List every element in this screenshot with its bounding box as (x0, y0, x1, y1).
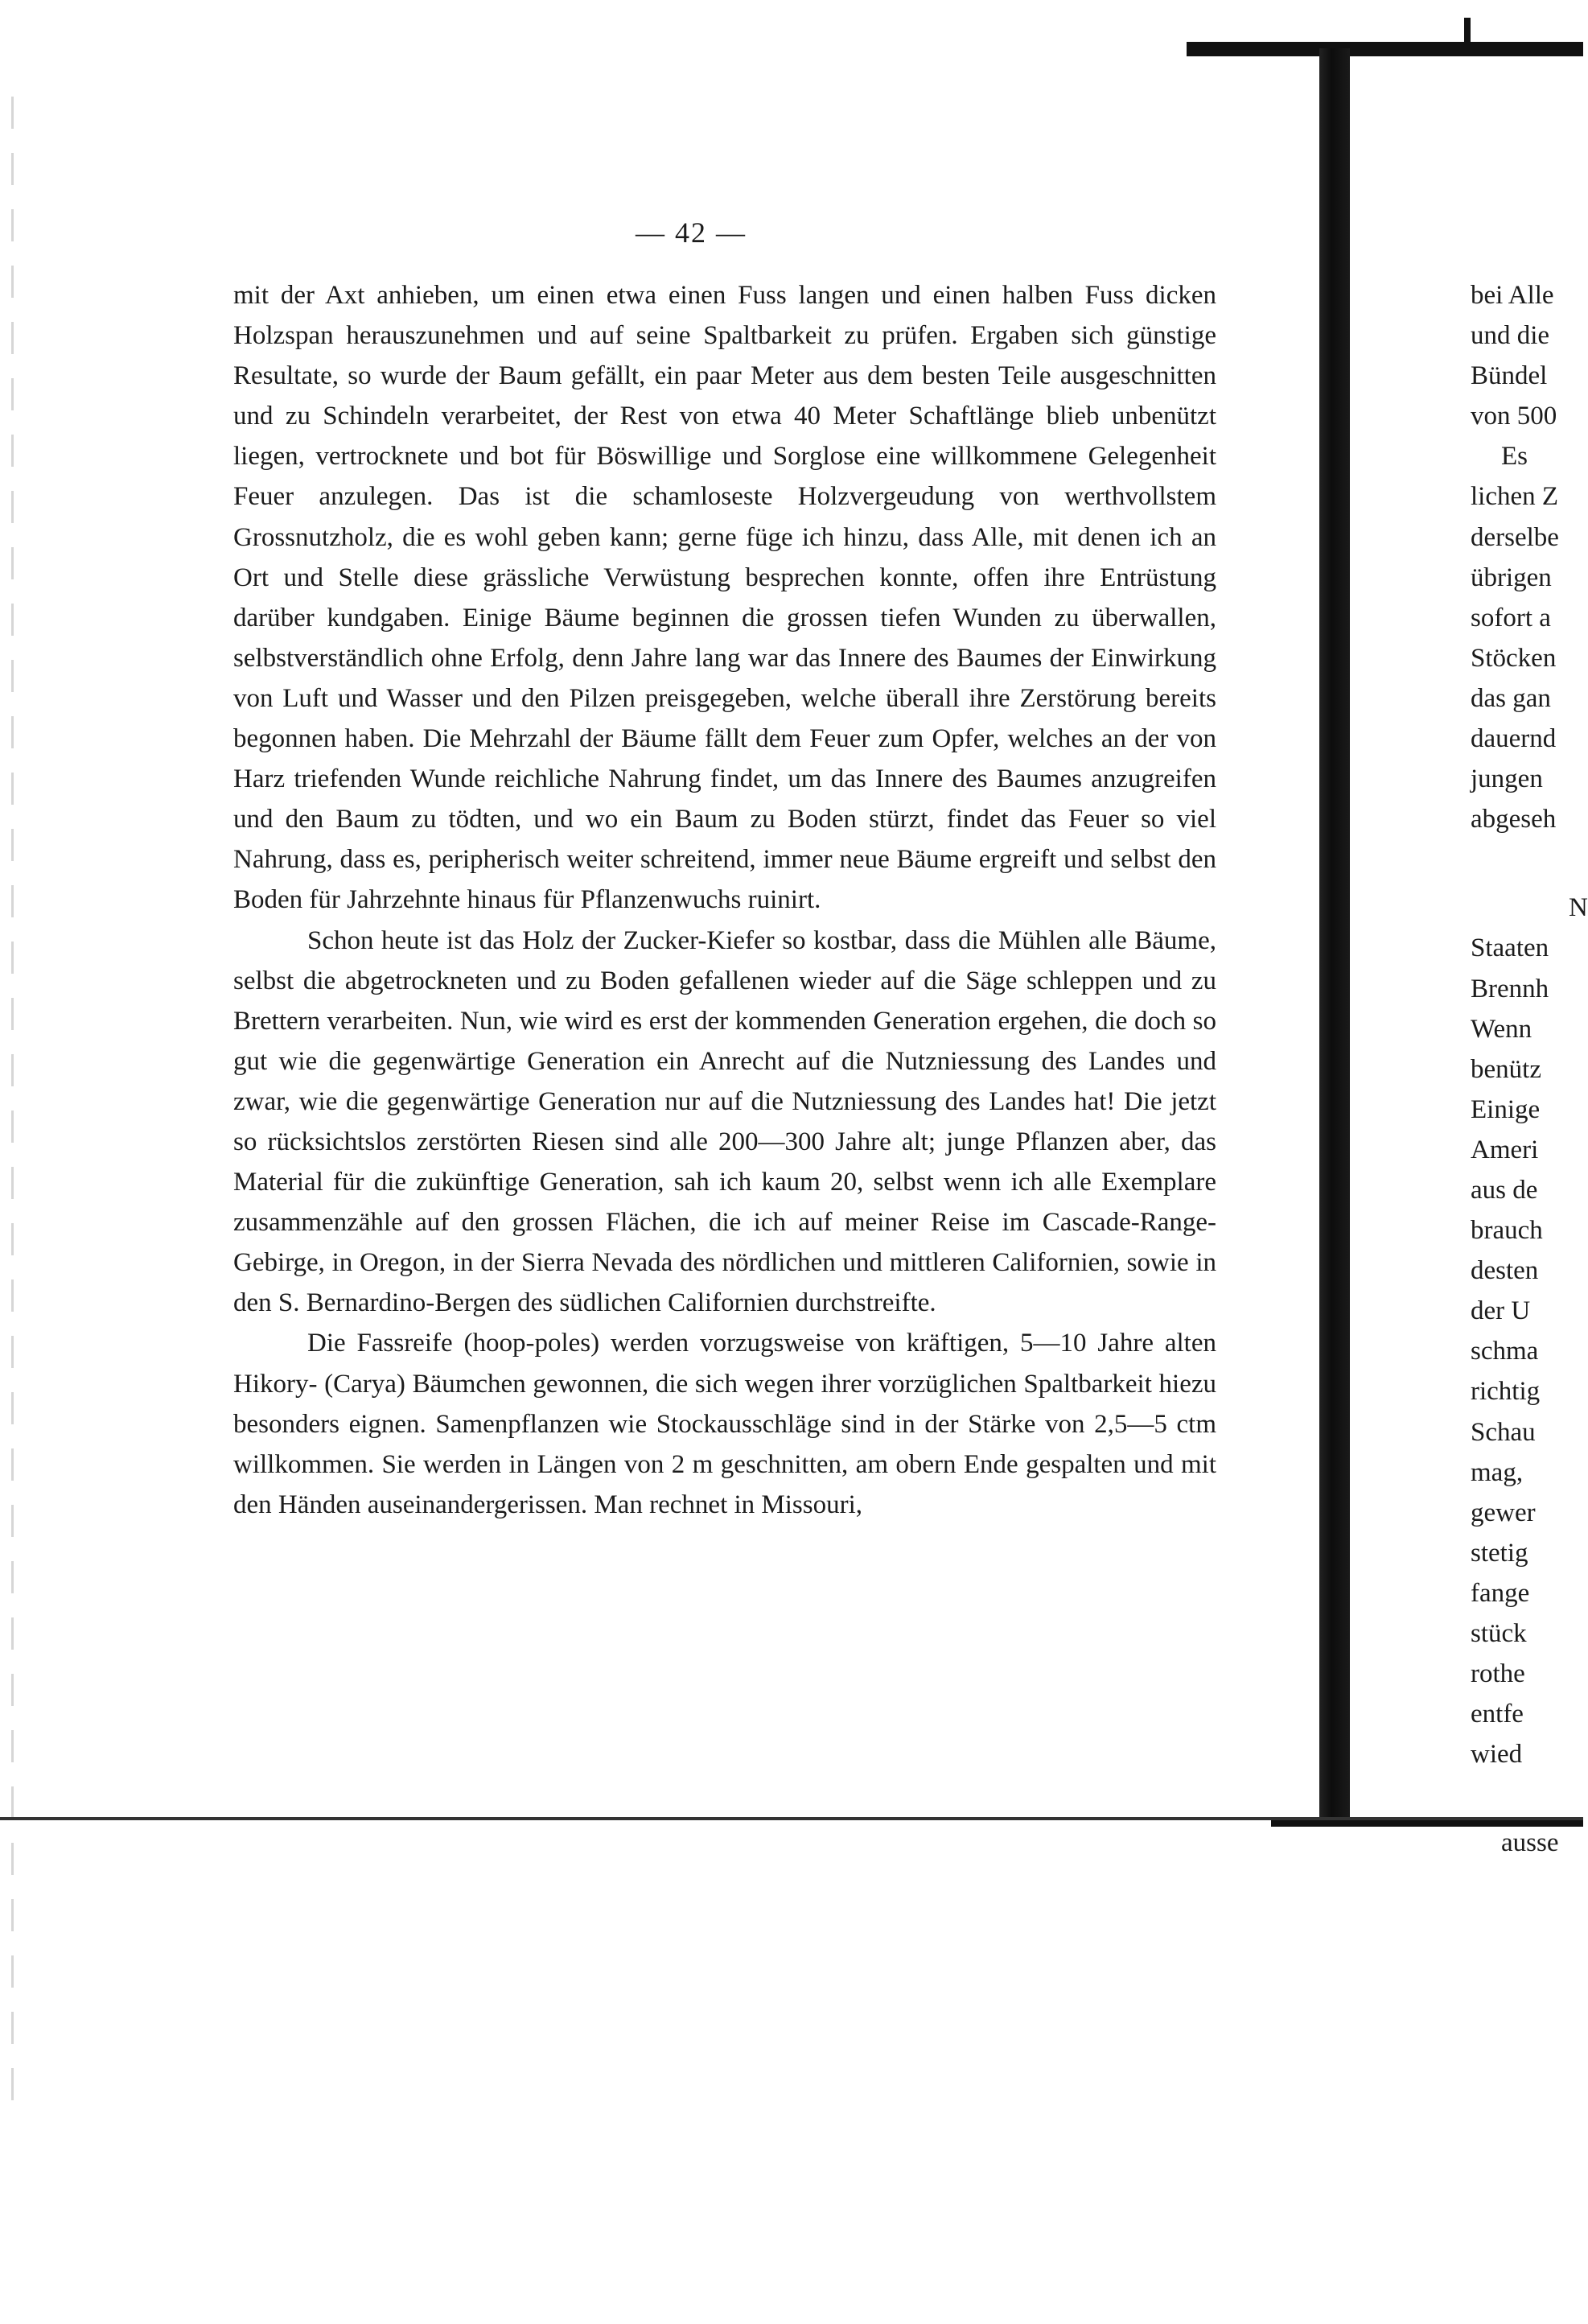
facing-line: Ameri (1471, 1135, 1539, 1164)
facing-line: Wenn (1471, 1014, 1532, 1044)
facing-line: Schau (1471, 1417, 1536, 1447)
facing-line: gewer (1471, 1498, 1536, 1527)
facing-line: der U (1471, 1296, 1531, 1326)
facing-line: rothe (1471, 1659, 1525, 1689)
facing-line: Einige (1471, 1094, 1541, 1124)
facing-line: das gan (1471, 683, 1551, 713)
facing-line: mag, (1471, 1457, 1524, 1487)
facing-line: stetig (1471, 1538, 1528, 1568)
facing-line: sofort a (1471, 603, 1551, 633)
facing-line: Brennh (1471, 974, 1549, 1003)
facing-line: desten (1471, 1256, 1539, 1286)
facing-line: aus de (1471, 1175, 1538, 1205)
facing-page-fragment (1471, 275, 1588, 1863)
facing-line: richtig (1471, 1377, 1541, 1407)
facing-line: Stöcken (1471, 643, 1557, 673)
facing-line: Staaten (1471, 933, 1549, 963)
facing-line: stück (1471, 1619, 1527, 1648)
facing-line: Bündel (1471, 361, 1548, 391)
facing-line: übrigen (1471, 562, 1552, 592)
facing-line: bei Alle (1471, 281, 1554, 310)
facing-line: entfe (1471, 1700, 1524, 1729)
paragraph: Die Fassreife (hoop-poles) werden vorzugsweise von kräftigen, 5—10 Jahre alten Hikory- (Carya) Bäumchen gewonnen, die sich wegen ihrer vorzüglichen Spaltbarkeit hiezu besonders eignen. Samenpflanzen wie Stockausschläge sind in der Stärke von 2,5—5 ctm willkommen. Sie werden in Längen von 2 m geschnitten, am obern Ende gespalten und mit den Händen auseinandergerissen. Man rechnet in Missouri, (233, 1329, 1216, 1519)
page-number: — 42 — (636, 216, 747, 249)
facing-line: fange (1471, 1578, 1530, 1608)
facing-line: von 500 (1471, 402, 1557, 431)
facing-line: N (1569, 893, 1588, 923)
facing-line: Es (1501, 442, 1528, 472)
scan-edge-artifact (11, 97, 14, 2108)
main-text-column (233, 275, 1216, 1525)
book-gutter-shadow (1319, 48, 1350, 1827)
facing-line: schma (1471, 1337, 1539, 1366)
paragraph: mit der Axt anhieben, um einen etwa einen Fuss langen und einen halben Fuss dicken Holzspan herauszunehmen und auf seine Spaltbarkeit zu prüfen. Ergaben sich günstige Resultate, so wurde der Baum gefällt, ein paar Meter aus dem besten Teile ausgeschnitten und zu Schindeln verarbeitet, der Rest von etwa 40 Meter Schaftlänge blieb unbenützt liegen, vertrocknete und bot für Böswillige und Sorglose eine willkommene Gelegenheit Feuer anzulegen. Das ist die schamloseste Holzvergeudung von werthvollstem Grossnutzholz, die es wohl geben kann; gerne füge ich hinzu, dass Alle, mit denen ich an Ort und Stelle diese grässliche Verwüstung besprechen konnte, offen ihre Entrüstung darüber kundgaben. Einige Bäume beginnen die grossen tiefen Wunden zu überwallen, selbstverständlich ohne Erfolg, denn Jahre lang war das Innere des Baumes der Einwirkung von Luft und Wasser und den Pilzen preisgegeben, welche überall ihre Zerstörung bereits begonnen haben. Die Mehrzahl der Bäume fällt dem Feuer zum Opfer, welches an der von Harz triefenden Wunde reichliche Nahrung findet, um das Innere des Baumes anzugreifen und den Baum zu tödten, und wo ein Baum zu Boden stürzt, findet das Feuer so viel Nahrung, dass es, peripherisch weiter schreitend, immer neue Bäume ergreift und selbst den Boden für Jahrzehnte hinaus für Pflanzenwuchs ruinirt. (233, 281, 1216, 915)
facing-line: lichen Z (1471, 482, 1559, 512)
facing-line: jungen (1471, 764, 1543, 794)
facing-line: wied (1471, 1740, 1523, 1770)
facing-line: dauernd (1471, 724, 1557, 754)
book-gutter-top (1187, 42, 1583, 56)
facing-line: brauch (1471, 1216, 1543, 1246)
facing-line: und die (1471, 321, 1550, 351)
facing-line: benütz (1471, 1054, 1541, 1084)
facing-line: derselbe (1471, 522, 1559, 552)
facing-line: abgeseh (1471, 805, 1557, 834)
paragraph: Schon heute ist das Holz der Zucker-Kiefer so kostbar, dass die Mühlen alle Bäume, selbst die abgetrockneten und zu Boden gefallenen wieder auf die Säge schleppen und zu Brettern verarbeiten. Nun, wie wird es erst der kommenden Generation ergehen, die doch so gut wie die gegenwärtige Generation ein Anrecht auf die Nutzniessung des Landes und zwar, wie die gegenwärtige Generation nur auf die Nutzniessung des Landes hat! Die jetzt so rücksichtslos zerstörten Riesen sind alle 200—300 Jahre alt; junge Pflanzen aber, das Material für die zukünftige Generation, sah ich kaum 20, selbst wenn ich alle Exemplare zusammenzähle auf den grossen Flächen, die ich auf meiner Reise im Cascade-Range-Gebirge, in Oregon, in der Sierra Nevada des nördlichen und mittleren Californien, sowie in den S. Bernardino-Bergen des südlichen Californien durchstreifte. (233, 925, 1216, 1318)
facing-line: ausse (1501, 1828, 1559, 1858)
